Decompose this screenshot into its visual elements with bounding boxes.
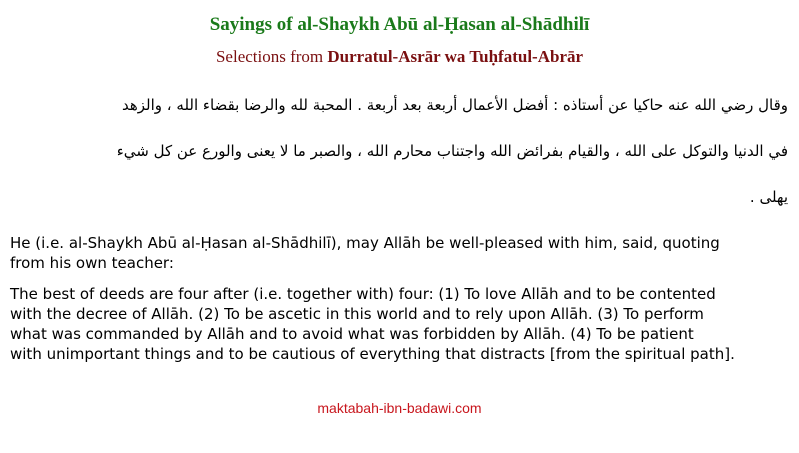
body-line-2: with the decree of Allāh. (2) To be ascetic in this world and to rely upon Allāh. (3) To perform (10, 305, 704, 323)
page-subtitle (0, 47, 799, 67)
arabic-line-1: وقال رضي الله عنه حاكيا عن أستاذه : أفضل الأعمال أربعة بعد أربعة . المحبة لله والرضا بقضاء الله ، والزهد (122, 96, 788, 114)
body-line-3: what was commanded by Allāh and to avoid what was forbidden by Allāh. (4) To be patient (10, 325, 694, 343)
arabic-text-block (10, 82, 788, 220)
arabic-line-2: في الدنيا والتوكل على الله ، والقيام بفرائض الله واجتناب محارم الله ، والصبر ما لا يعنى والورع عن كل شيء (116, 142, 788, 160)
intro-line-2: from his own teacher: (10, 254, 174, 272)
intro-line-1: He (i.e. al-Shaykh Abū al-Ḥasan al-Shādhilī), may Allāh be well-pleased with him, said, quoting (10, 234, 720, 252)
body-line-4: with unimportant things and to be cautious of everything that distracts [from the spiritual path]. (10, 345, 735, 363)
translation-intro-paragraph (10, 233, 790, 273)
book-title: Durratul-Asrār wa Tuḥfatul-Abrār (327, 47, 584, 66)
arabic-line-3: يهلى . (749, 188, 788, 206)
subtitle-prefix: Selections from (215, 47, 328, 66)
body-line-1: The best of deeds are four after (i.e. together with) four: (1) To love Allāh and to be contented (10, 285, 716, 303)
website-link[interactable]: maktabah-ibn-badawi.com (317, 400, 482, 416)
translation-body-paragraph (10, 284, 790, 364)
page-title: Sayings of al-Shaykh Abū al-Ḥasan al-Shādhilī (209, 14, 590, 35)
